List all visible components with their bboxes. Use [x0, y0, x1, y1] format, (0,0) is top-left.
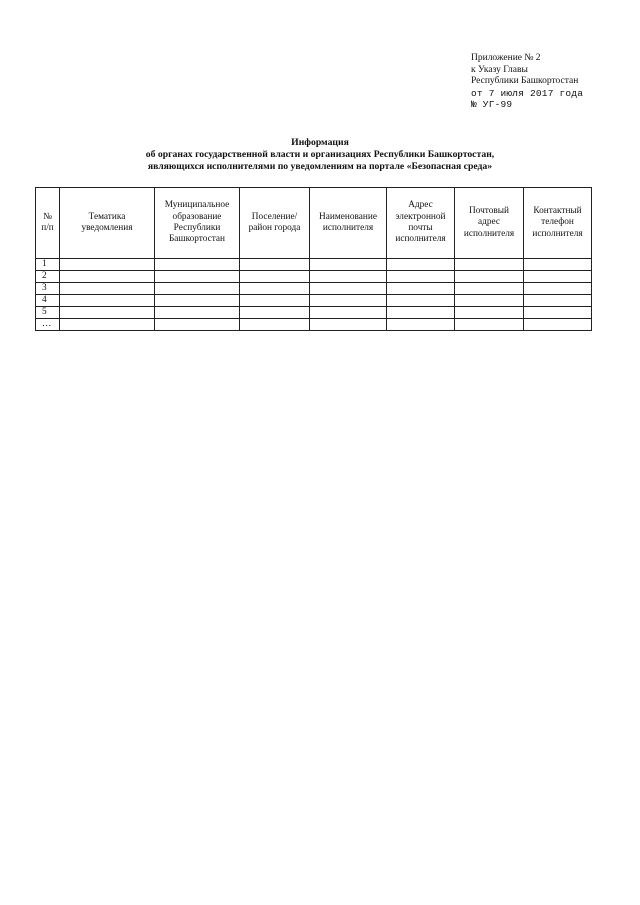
- table-cell: [155, 271, 240, 283]
- table-cell: [240, 283, 310, 295]
- table-cell: [524, 283, 592, 295]
- table-cell: [60, 295, 155, 307]
- appendix-block: [471, 53, 583, 111]
- row-number: 4: [36, 295, 60, 307]
- table-cell: [155, 307, 240, 319]
- table-cell: [240, 319, 310, 331]
- table-cell: [240, 259, 310, 271]
- row-number: 1: [36, 259, 60, 271]
- table-cell: [155, 283, 240, 295]
- table-cell: [240, 295, 310, 307]
- table-cell: [240, 307, 310, 319]
- table-cell: [455, 295, 524, 307]
- table-row: [36, 319, 592, 331]
- table-cell: [524, 307, 592, 319]
- table-cell: [387, 259, 455, 271]
- table-cell: [310, 271, 387, 283]
- table-row: [36, 283, 592, 295]
- table-header-row: [36, 188, 592, 259]
- column-header-executor-name: Наименование исполнителя: [310, 188, 387, 259]
- info-table: [35, 187, 592, 331]
- table-cell: [310, 319, 387, 331]
- table-cell: [387, 319, 455, 331]
- column-header-settlement: Поселение/ район города: [240, 188, 310, 259]
- table-cell: [155, 295, 240, 307]
- column-header-municipality: Муниципальное образование Республики Башкортостан: [155, 188, 240, 259]
- table-cell: [524, 259, 592, 271]
- table-cell: [310, 295, 387, 307]
- row-number: …: [36, 319, 60, 331]
- column-header-topic: Тематика уведомления: [60, 188, 155, 259]
- table-cell: [387, 307, 455, 319]
- table-cell: [455, 319, 524, 331]
- document-title: Информация: [291, 137, 349, 148]
- table-cell: [60, 319, 155, 331]
- table-cell: [455, 307, 524, 319]
- column-header-phone: Контактный телефон исполнителя: [524, 188, 592, 259]
- table-row: [36, 271, 592, 283]
- column-header-number: № п/п: [36, 188, 60, 259]
- appendix-line: Приложение № 2: [471, 53, 541, 63]
- table-cell: [155, 319, 240, 331]
- row-number: 2: [36, 271, 60, 283]
- table-cell: [455, 283, 524, 295]
- table-cell: [60, 271, 155, 283]
- table-row: [36, 295, 592, 307]
- table-cell: [60, 283, 155, 295]
- table-cell: [240, 271, 310, 283]
- column-header-postal-address: Почтовый адрес исполнителя: [455, 188, 524, 259]
- table-cell: [455, 271, 524, 283]
- table-cell: [387, 295, 455, 307]
- table-cell: [524, 295, 592, 307]
- table-cell: [60, 259, 155, 271]
- table-cell: [155, 259, 240, 271]
- table-row: [36, 259, 592, 271]
- table-cell: [524, 271, 592, 283]
- table-cell: [387, 271, 455, 283]
- table-cell: [310, 259, 387, 271]
- document-subtitle-line: об органах государственной власти и организациях Республики Башкортостан,: [145, 149, 495, 161]
- table-cell: [60, 307, 155, 319]
- table-row: [36, 307, 592, 319]
- row-number: 3: [36, 283, 60, 295]
- appendix-number: № УГ-99: [471, 99, 513, 111]
- table-cell: [387, 283, 455, 295]
- table-cell: [310, 307, 387, 319]
- document-subtitle-line: являющихся исполнителями по уведомлениям на портале «Безопасная среда»: [147, 161, 493, 173]
- appendix-line: Республики Башкортостан: [471, 76, 579, 87]
- appendix-date: от 7 июля 2017 года: [471, 87, 584, 99]
- table-cell: [310, 283, 387, 295]
- row-number: 5: [36, 307, 60, 319]
- table-cell: [455, 259, 524, 271]
- column-header-email: Адрес электронной почты исполнителя: [387, 188, 455, 259]
- appendix-line: к Указу Главы: [471, 64, 528, 75]
- document-heading: [0, 137, 640, 174]
- table-cell: [524, 319, 592, 331]
